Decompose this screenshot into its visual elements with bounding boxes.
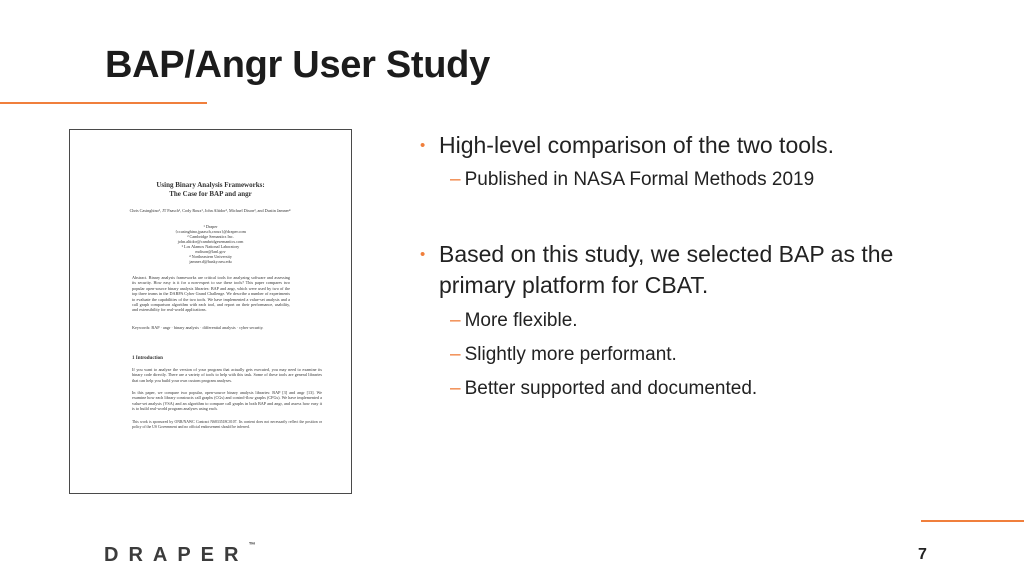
- paper-section-heading: 1 Introduction: [132, 356, 163, 361]
- bullet-2-text: Based on this study, we selected BAP as the primary platform for CBAT.: [439, 241, 894, 298]
- footer-accent-line: [921, 520, 1024, 522]
- paper-affil3: ³ Los Alamos National Laboratory: [181, 244, 240, 249]
- bullet-dot-icon: •: [420, 246, 426, 263]
- dash-icon: –: [450, 310, 461, 331]
- dash-icon: –: [450, 378, 461, 399]
- paper-abstract: Abstract. Binary analysis frameworks are critical tools for analyzing software and assessing its security. How easy is it for a non-expert to use these tools? This paper compares two popular open-source binary analysis libraries: BAP and angr, which were used by two of the top three teams in the DARPA Cyber Grand Challenge. We describe a number of experiments to evaluate the capabilities of the two tools. We have implemented a value-set analysis and a call graph comparison algorithm with each tool, and report on their performance, usability, and extensibility for real-world applications.: [132, 275, 290, 313]
- page-number: 7: [918, 546, 927, 563]
- paper-keywords: Keywords: BAP · angr · binary analysis · differential analysis · cyber security.: [132, 325, 264, 330]
- paper-affil3-email: mdixon@lanl.gov: [195, 249, 226, 254]
- bullet-2-subitem-2: [450, 343, 677, 367]
- logo-trademark: ™: [248, 542, 256, 549]
- bullet-2-subitem-1: [450, 309, 578, 333]
- paper-affil4: ⁴ Northeastern University: [189, 254, 232, 259]
- paper-affil1-email: {ccasinghino,jpaasch,croux}@draper.com: [175, 229, 246, 234]
- subitem-text: Slightly more performant.: [464, 344, 677, 365]
- paper-intro-para2: In this paper, we compare two popular, open-source binary analysis libraries: BAP [3] and angr [13]. We examine how each library constructs call graphs (CGs) and control-flow graphs (CFGs). We have implemented a value-set analysis (VSA) and an algorithm to compare call graphs in both BAP and angr, and assess how easy it is to build real-world program analyses using each.: [132, 390, 322, 412]
- subitem-text: Published in NASA Formal Methods 2019: [464, 169, 815, 190]
- bullet-1: [420, 130, 959, 161]
- bullet-2-subitem-3: [450, 377, 757, 401]
- paper-affil2: ² Cambridge Semantics Inc.: [187, 234, 234, 239]
- bullet-1-text: High-level comparison of the two tools.: [439, 132, 835, 158]
- paper-affil2-email: john.altidor@cambridgesemantics.com: [177, 239, 244, 244]
- bullet-dot-icon: •: [420, 137, 426, 154]
- paper-affil4-email: jamner.d@husky.neu.edu: [189, 259, 232, 264]
- subitem-text: More flexible.: [464, 310, 578, 331]
- dash-icon: –: [450, 169, 461, 190]
- slide-title: BAP/Angr User Study: [105, 44, 490, 86]
- bullet-2: [420, 239, 959, 301]
- dash-icon: –: [450, 344, 461, 365]
- title-underline: [0, 102, 207, 104]
- bullet-1-subitem-1: [450, 168, 814, 192]
- subitem-text: Better supported and documented.: [464, 378, 758, 399]
- draper-logo: [104, 544, 255, 567]
- paper-thumbnail: [69, 129, 352, 494]
- paper-intro-para1: If you want to analyze the version of your program that actually gets executed, you may need to examine its binary code directly. There are a variety of tools to help with this task. Some of these tools are general libraries that can help you build your own custom program analyses.: [132, 367, 322, 383]
- paper-footnote: This work is sponsored by ONR/NAWC Contract N6833518C0107. Its content does not necessarily reflect the position or policy of the US Government and no official endorsement should be inferred.: [132, 420, 322, 429]
- paper-title-line1: Using Binary Analysis Frameworks:: [156, 181, 265, 189]
- paper-title-line2: The Case for BAP and angr: [169, 190, 252, 198]
- logo-text: DRAPER: [104, 544, 249, 566]
- paper-affil1: ¹ Draper: [203, 224, 218, 229]
- paper-authors: Chris Casinghino¹, JT Paasch¹, Cody Roux¹, John Altidor², Michael Dixon³, and Dustin Jamner⁴: [129, 208, 291, 213]
